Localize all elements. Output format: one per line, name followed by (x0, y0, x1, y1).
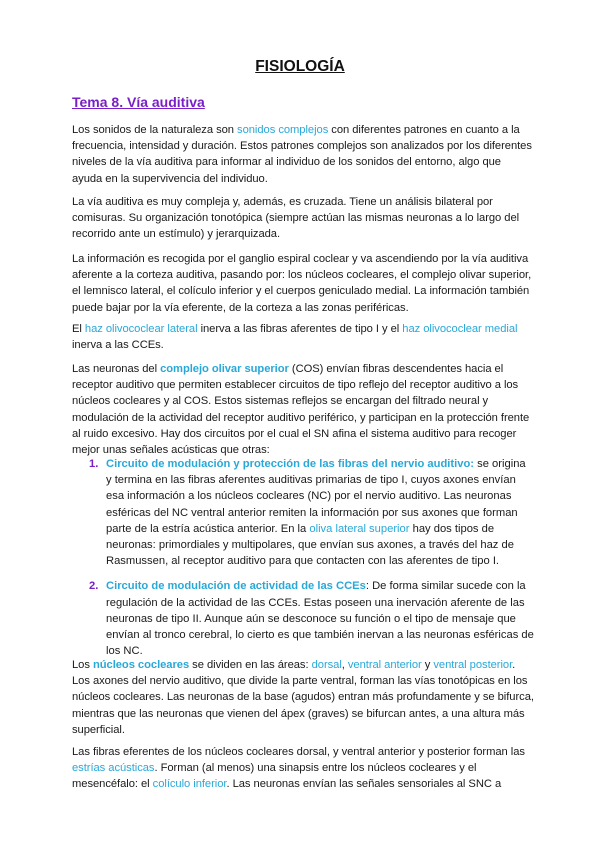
list-number: 2. (89, 580, 99, 593)
paragraph-haz-olivococlear (72, 321, 534, 353)
paragraph-via-auditiva (72, 194, 534, 243)
highlight-term: haz olivococlear lateral (84, 323, 198, 335)
highlight-term: dorsal (311, 659, 342, 671)
highlight-term: complejo olivar superior (160, 363, 289, 375)
highlight-term: haz olivococlear medial (402, 323, 518, 335)
list-number: 1. (89, 458, 99, 470)
highlight-term: sonidos complejos (237, 124, 329, 136)
circuit-list (72, 456, 534, 659)
paragraph-cos (72, 361, 534, 458)
text: . Los axones del nervio auditivo, que divide la parte ventral, forman las vías tonotópicas en los núcleos cocleares. Las neuronas de la base (agudos) entran más profundamente y se bifurca, mientras que las neuronas que vienen del ápex (graves) se bifurcan antes, a una altura más superficial. (72, 659, 534, 736)
text: inerva a las fibras aferentes de tipo I y el (197, 323, 403, 335)
list-item (72, 578, 534, 659)
text: hay dos tipos de neuronas: primordiales y multipolares, que envían sus axones, a través del haz de Rasmussen, al receptor auditivo para que contacten con las aferentes de tipo I. (106, 522, 514, 568)
section-heading: Tema 8. Vía auditiva (72, 94, 205, 110)
text: La vía auditiva es muy compleja y, además, es cruzada. Tiene un análisis bilateral por comisuras. Su organización tonotópica (siempre actúan las mismas neuronas a lo largo del recorrido ante un estímulo) y jerarquizada. (72, 196, 520, 241)
text: con diferentes patrones en cuanto a la frecuencia, intensidad y duración. Estos patrones complejos son analizados por los diferentes niveles de la vía auditiva para informar al individuo de los sonidos del entorno, algo que ayuda en la supervivencia del individuo. (72, 124, 532, 185)
text: La información es recogida por el ganglio espiral coclear y va ascendiendo por la vía auditiva aferente a la corteza auditiva, pasando por: los núcleos cocleares, el complejo olivar superior, el lemnisco lateral, el colículo inferior y el cuerpos geniculado medial. La información también puede bajar por la vía eferente, de la corteza a las zonas periféricas. (72, 253, 532, 314)
text: . Las neuronas envían las señales sensoriales al SNC a (226, 778, 502, 791)
document-title: FISIOLOGÍA (255, 58, 345, 75)
list-item (72, 456, 534, 569)
text: y (421, 659, 434, 671)
list-item-heading: Circuito de modulación de actividad de las CCEs (106, 580, 366, 593)
text: , (341, 659, 348, 671)
paragraph-nucleos-cocleares (72, 657, 534, 738)
highlight-term: oliva lateral superior (309, 522, 410, 535)
text: se origina y termina en las fibras aferentes auditivas primarias de tipo I, cuyos axones envían esa información a los núcleos cocleares (NC) por el nervio auditivo. Las neuronas esféricas del NC ventral anterior remiten la información por sus axones que forman parte de la estría acústica anterior. En la (106, 458, 526, 535)
text: El (72, 323, 85, 335)
paragraph-intro (72, 122, 534, 187)
highlight-term: colículo inferior (152, 778, 227, 791)
text: Las neuronas del (72, 363, 161, 375)
text: se dividen en las áreas: (189, 659, 312, 671)
list-item-heading: Circuito de modulación y protección de las fibras del nervio auditivo: (106, 458, 475, 470)
paragraph-fibras-eferentes (72, 744, 534, 793)
paragraph-informacion (72, 251, 534, 316)
text: Las fibras eferentes de los núcleos cocleares dorsal, y ventral anterior y posterior forman las (72, 746, 525, 758)
highlight-term: ventral posterior (433, 659, 513, 671)
text: Los sonidos de la naturaleza son (72, 124, 238, 136)
highlight-term: núcleos cocleares (92, 659, 190, 671)
text: Los (72, 659, 93, 671)
text: . Forman (al menos) una sinapsis entre los núcleos cocleares y el mesencéfalo: el (72, 762, 477, 791)
highlight-term: estrías acústicas (72, 762, 155, 775)
text: inerva a las CCEs. (72, 339, 164, 352)
text: : De forma similar sucede con la regulación de la actividad de las CCEs. Estas poseen una inervación aferente de las neuronas de tipo II. Aunque aún se desconoce su función o el tipo de mensaje que envían al tronco cerebral, lo cierto es que también inervan a las neuronas esféricas de los NC. (106, 580, 534, 658)
highlight-term: ventral anterior (347, 659, 422, 671)
text: (COS) envían fibras descendentes hacia el receptor auditivo que permiten establecer circuitos de tipo reflejo del receptor auditivo a los núcleos cocleares y al COS. Estos sistemas reflejos se encargan del filtrado neural y modulación de la actividad del receptor auditivo periférico, y participan en la protección frente al ruido excesivo. Hay dos circuitos por el cual el SN afina el sistema auditivo para recoger mejor unas señales acústicas que otras: (72, 363, 530, 457)
